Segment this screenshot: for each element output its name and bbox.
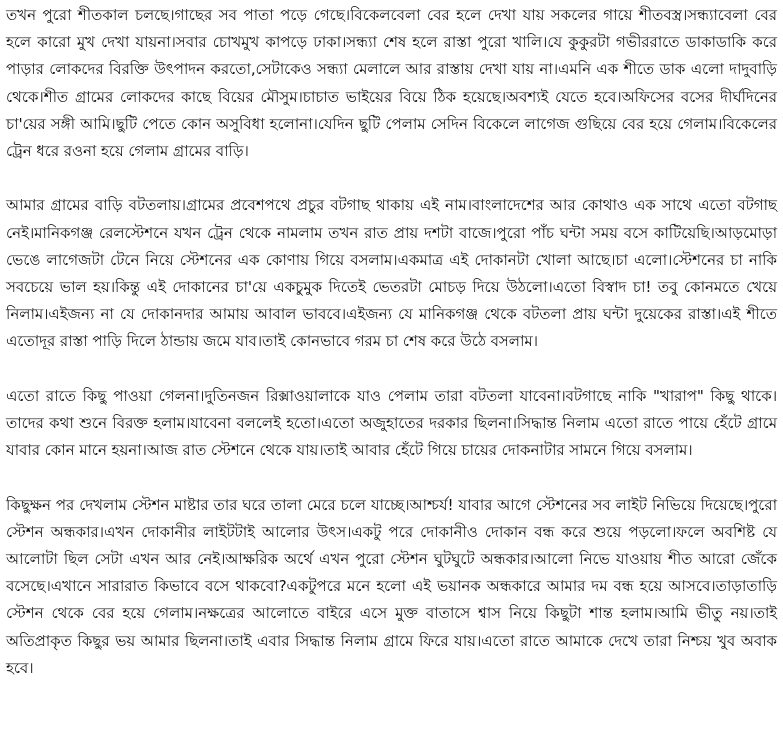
paragraph-1: তখন পুরো শীতকাল চলছে।গাছের সব পাতা পড়ে গেছে।বিকেলবেলা বের হলে দেখা যায় সকলের গায়ে শীতবস্ত্র।সন্ধ্যাবেলা বের হলে কারো মুখ দেখা যায়না।সবার চোখমুখ কাপড়ে ঢাকা।সন্ধ্যা শেষ হলে রাস্তা পুরো খালি।যে কুকুরটা গভীররাতে ডাকাডাকি করে পাড়ার লোকদের বিরক্তি উৎপাদন করতো,সেটাকেও সন্ধ্যা মেলালে আর রাস্তায় দেখা যায় না।এমনি এক শীতে ডাক এলো দাদুবাড়ি থেকে।শীত গ্রামের লোকদের কাছে বিয়ের মৌসুম।চাচাত ভাইয়ের বিয়ে ঠিক হয়েছে।অবশ্যই যেতে হবে।অফিসের বসের দীর্ঘদিনের চা'য়ের সঙ্গী আমি।ছুটি পেতে কোন অসুবিধা হলোনা।যেদিন ছুটি পেলাম সেদিন বিকেলে লাগেজ গুছিয়ে বের হয়ে গেলাম।বিকেলের ট্রেন ধরে রওনা হয়ে গেলাম গ্রামের বাড়ি।	[6, 6, 777, 161]
paragraph-2: আমার গ্রামের বাড়ি বটতলায়।গ্রামের প্রবেশপথে প্রচুর বটগাছ থাকায় এই নাম।বাংলাদেশের আর কোথাও এক সাথে এতো বটগাছ নেই।মানিকগঞ্জ রেলস্টেশনে যখন ট্রেন থেকে নামলাম তখন রাত প্রায় দশটা বাজে।পুরো পাঁচ ঘন্টা সময় বসে কাটিয়েছি।আড়মোড়া ভেঙে লাগেজটা টেনে নিয়ে স্টেশনের এক কোণায় গিয়ে বসলাম।একমাত্র এই দোকানটা খোলা আছে।চা এলো।স্টেশনের চা নাকি সবচেয়ে ভাল হয়।কিন্তু এই দোকানের চা'য়ে একচুমুক দিতেই ভেতরটা মোচড় দিয়ে উঠলো।এতো বিস্বাদ চা! তবু কোনমতে খেয়ে নিলাম।এইজন্য না যে দোকানদার আমায় আবাল ভাববে।এইজন্য যে মানিকগঞ্জ থেকে বটতলা প্রায় ঘন্টা দুয়েকের রাস্তা।এই শীতে এতোদূর রাস্তা পাড়ি দিলে ঠান্ডায় জমে যাব।তাই কোনভাবে গরম চা শেষ করে উঠে বসলাম।	[6, 196, 777, 351]
story-text	[6, 2, 777, 682]
paragraph-4: কিছুক্ষন পর দেখলাম স্টেশন মাষ্টার তার ঘরে তালা মেরে চলে যাচ্ছে।আশ্চর্য! যাবার আগে স্টেশনের সব লাইট নিভিয়ে দিয়েছে।পুরো স্টেশন অন্ধকার।এখন দোকানীর লাইটটাই আলোর উৎস।একটু পরে দোকানীও দোকান বন্ধ করে শুয়ে পড়লো।ফলে অবশিষ্ট যে আলোটা ছিল সেটা এখন আর নেই।আক্ষরিক অর্থে এখন পুরো স্টেশন ঘুটঘুটে অন্ধকার।আলো নিভে যাওয়ায় শীত আরো জেঁকে বসেছে।এখানে সারারাত কিভাবে বসে থাকবো?একটুপরে মনে হলো এই ভয়ানক অন্ধকারে আমার দম বন্ধ হয়ে আসবে।তাড়াতাড়ি স্টেশন থেকে বের হয়ে গেলাম।নক্ষত্রের আলোতে বাইরে এসে মুক্ত বাতাসে শ্বাস নিয়ে কিছুটা শান্ত হলাম।আমি ভীতু নয়।তাই অতিপ্রাকৃত কিছুর ভয় আমার ছিলনা।তাই এবার সিদ্ধান্ত নিলাম গ্রামে ফিরে যায়।এতো রাতে আমাকে দেখে তারা নিশ্চয় খুব অবাক হবে।	[6, 495, 777, 677]
paragraph-3: এতো রাতে কিছু পাওয়া গেলনা।দুতিনজন রিক্সাওয়ালাকে যাও পেলাম তারা বটতলা যাবেনা।বটগাছে নাকি "খারাপ" কিছু থাকে।তাদের কথা শুনে বিরক্ত হলাম।যাবেনা বললেই হতো।এতো অজুহাতের দরকার ছিলনা।সিদ্ধান্ত নিলাম এতো রাতে পায়ে হেঁটে গ্রামে যাবার কোন মানে হয়না।আজ রাত স্টেশনে থেকে যায়।তাই আবার হেঁটে গিয়ে চায়ের দোকনাটার সামনে গিয়ে বসলাম।	[6, 386, 777, 460]
